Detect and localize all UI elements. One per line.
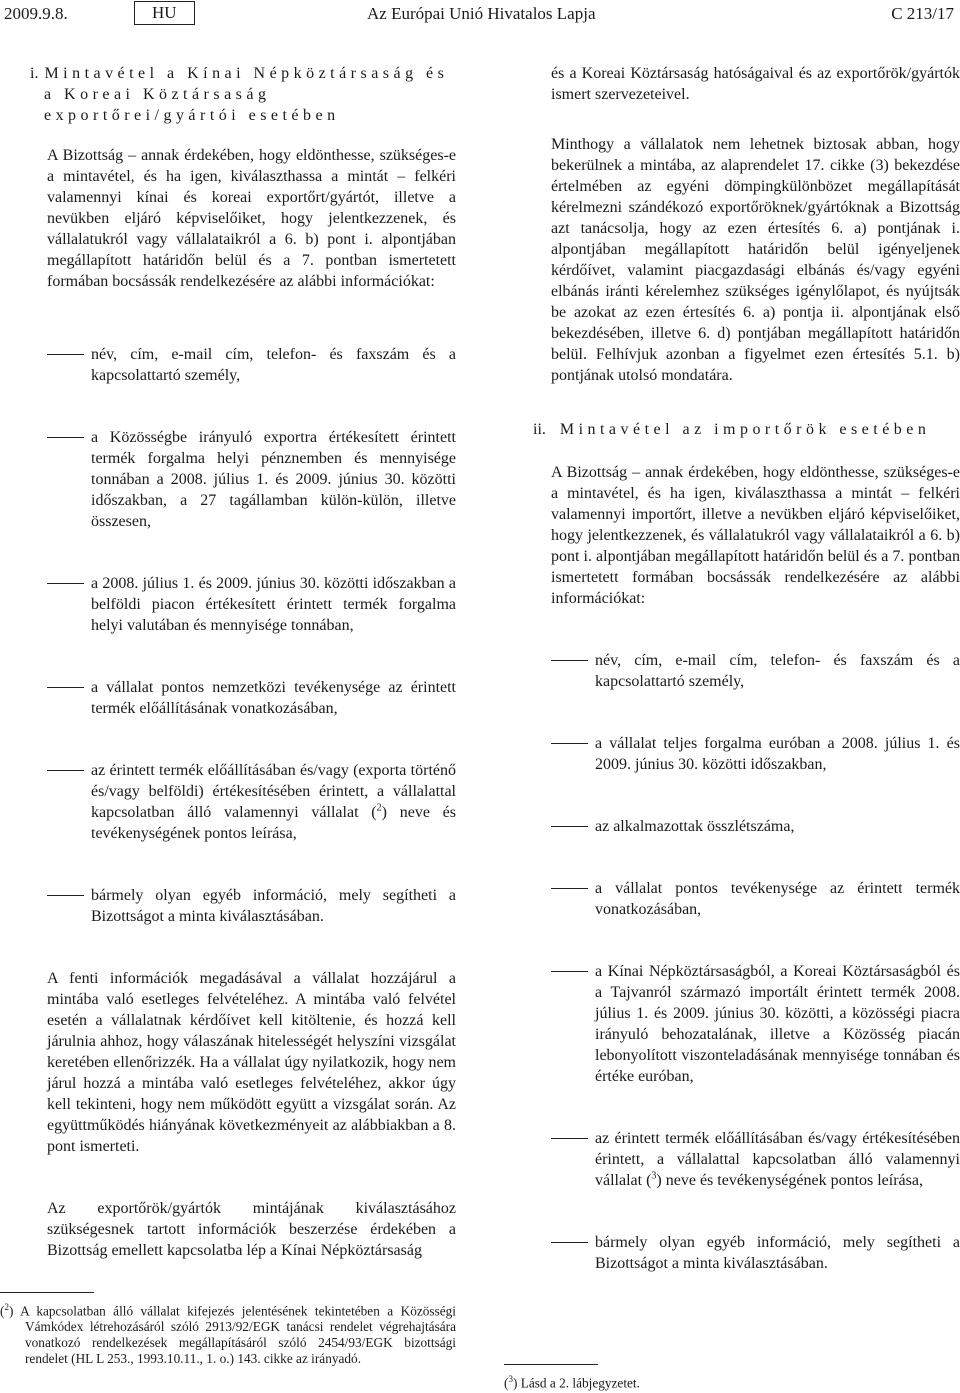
- dash-marker: [47, 354, 84, 355]
- footnote-rule: [504, 1364, 598, 1365]
- footnote-ref: 2: [376, 802, 382, 814]
- section-number: i.: [30, 65, 39, 82]
- journal-title: Az Európai Unió Hivatalos Lapja: [367, 4, 596, 23]
- dash-marker: [551, 1242, 588, 1243]
- footnote-number: 3: [508, 1374, 513, 1384]
- footnote: ($^3$) Lásd a 2. lábjegyzetet.: [504, 1374, 640, 1391]
- footnote: ($^2$) A kapcsolatban álló vállalat kifejezés jelentésének tekintetében a Közösségi Vámkódex létrehozásáról szóló 2913/92/EGK tanácsi rendelet végrehajtására vonatkozó rendelkezések megállapításáról szóló 2454/93/EGK bizottsági rendelet (HL L 253., 1993.10.11., 1. o.) 143. cikke az irányadó.: [0, 1302, 456, 1367]
- list-item: név, cím, e-mail cím, telefon- és faxszám és a kapcsolattartó személy,: [47, 344, 456, 386]
- dash-marker: [551, 660, 588, 661]
- publication-date: 2009.9.8.: [4, 4, 68, 23]
- dash-marker: [47, 687, 84, 688]
- footnote-number: 2: [4, 1302, 9, 1312]
- dash-marker: [47, 437, 84, 438]
- list-item: név, cím, e-mail cím, telefon- és faxszám és a kapcsolattartó személy,: [551, 650, 960, 692]
- list-item: bármely olyan egyéb információ, mely segítheti a Bizottságot a minta kiválasztásában.: [47, 885, 456, 927]
- list-item: bármely olyan egyéb információ, mely segítheti a Bizottságot a minta kiválasztásában.: [551, 1232, 960, 1274]
- language-badge: HU: [134, 1, 195, 25]
- page-header: [0, 3, 960, 27]
- right-footnotes: [504, 1364, 960, 1391]
- section-title: Mintavétel az importőrök esetében: [559, 421, 931, 438]
- list-item: a vállalat pontos nemzetközi tevékenysége az érintett termék előállításának vonatkozásában,: [47, 677, 456, 719]
- list-item: az érintett termék előállításában és/vagy értékesítésében érintett, a vállalattal kapcsolatban álló valamennyi vállalat ($^3$) neve és tevékenységének pontos leírása,: [551, 1128, 960, 1191]
- info-list: [0, 344, 456, 927]
- right-column: [504, 63, 960, 1274]
- list-item: a Kínai Népköztársaságból, a Koreai Köztársaságból és a Tajvanról származó importált érintett termék 2008. július 1. és 2009. június 30. közötti, a közösségi piacra irányuló behozatalának, illetve a Közösség piacán lebonyolított viszonteladásának mennyisége tonnában és értéke euróban,: [551, 961, 960, 1087]
- list-item: a vállalat teljes forgalma euróban a 2008. július 1. és 2009. június 30. közötti időszakban,: [551, 733, 960, 775]
- consent-paragraph: A fenti információk megadásával a vállalat hozzájárul a mintába való esetleges felvételéhez. A mintába való felvétel esetén a vállalatnak kérdőívet kell kitöltenie, és hozzá kell járulnia ahhoz, hogy válaszának hitelességét helyszíni vizsgálat keretében ellenőrizzék. Ha a vállalat úgy nyilatkozik, hogy nem járul hozzá a mintába való esetleges felvételéhez, akkor úgy kell tekinteni, hogy nem működött együtt a vizsgálat során. Az együttműködés hiányának következményeit az alábbiakban a 8. pont ismerteti.: [47, 970, 456, 1155]
- page-number: C 213/17: [891, 4, 954, 23]
- section-number: ii.: [533, 421, 546, 438]
- info-list: [504, 650, 960, 1274]
- list-item: az érintett termék előállításában és/vagy (exporta történő és/vagy belföldi) értékesítésében érintett, a vállalattal kapcsolatban álló valamennyi vállalat ($^2$) neve és tevékenységének pontos leírása,: [47, 760, 456, 844]
- dash-marker: [47, 895, 84, 896]
- dash-marker: [551, 888, 588, 889]
- dash-marker: [551, 971, 588, 972]
- section-heading-i: [30, 63, 456, 126]
- authorities-paragraph: és a Koreai Köztársaság hatóságaival és az exportőrök/gyártók ismert szervezeteivel.: [551, 65, 960, 103]
- section-title: Mintavétel a Kínai Népköztársaság és a Koreai Köztársaság exportőrei/gyártói esetében: [44, 65, 449, 124]
- dash-marker: [47, 770, 84, 771]
- dash-marker: [551, 743, 588, 744]
- footnote-ref: 3: [651, 1170, 657, 1182]
- contact-paragraph: Az exportőrök/gyártók mintájának kiválasztásához szükségesnek tartott információk beszerzése érdekében a Bizottság emellett kapcsolatba lép a Kínai Népköztársaság: [47, 1200, 456, 1259]
- left-column: [0, 63, 456, 1261]
- list-item: az alkalmazottak összlétszáma,: [551, 816, 960, 837]
- dash-marker: [47, 583, 84, 584]
- left-footnotes: [0, 1292, 456, 1367]
- list-item: a Közösségbe irányuló exportra értékesített érintett termék forgalma helyi pénznemben és mennyisége tonnában a 2008. július 1. és 2009. június 30. közötti időszakban, a 27 tagállamban külön-külön, illetve összesen,: [47, 427, 456, 532]
- intro-paragraph: A Bizottság – annak érdekében, hogy eldönthesse, szükséges-e a mintavétel, és ha igen, kiválaszthassa a mintát – felkéri valamennyi importőrt, illetve a nevükben eljáró képviselőiket, hogy jelentkezzenek, és vállalatukról vagy vállalataikról a 6. b) pont i. alpontjában megállapított határidőn belül és a 7. pontban ismertetett formában bocsássák rendelkezésére az alábbi információkat:: [551, 464, 960, 607]
- intro-paragraph: A Bizottság – annak érdekében, hogy eldönthesse, szükséges-e a mintavétel, és ha igen, kiválaszthassa a mintát – felkéri valamennyi kínai és koreai exportőrt/gyártót, illetve a nevükben eljáró képviselőiket, hogy jelentkezzenek, és vállalatukról vagy vállalataikról a 6. b) pont i. alpontjában megállapított határidőn belül és a 7. pontban ismertetett formában bocsássák rendelkezésére az alábbi információkat:: [47, 147, 456, 290]
- list-item: a vállalat pontos tevékenysége az érintett termék vonatkozásában,: [551, 878, 960, 920]
- advice-paragraph: Minthogy a vállalatok nem lehetnek biztosak abban, hogy bekerülnek a mintába, az alaprendelet 17. cikke (3) bekezdése értelmében az egyéni dömpingkülönbözet megállapítását kérelmezni szándékozó exportőröknek/gyártóknak a Bizottság azt tanácsolja, hogy az ezen értesítés 6. a) pontjának i. alpontjában megállapított határidőn belül igényeljenek kérdőívet, valamint piacgazdasági elbánás és/vagy egyéni elbánás iránti kérelemhez szükséges igénylőlapot, és nyújtsák be azokat az ezen értesítés 6. a) pontja ii. alpontjának első bekezdésében, illetve 6. d) pontjában megállapított határidőn belül. Felhívjuk azonban a figyelmet ezen értesítés 5.1. b) pontjának utolsó mondatára.: [551, 136, 960, 384]
- section-heading-ii: [504, 419, 960, 440]
- footnote-rule: [0, 1292, 94, 1293]
- list-item: a 2008. július 1. és 2009. június 30. közötti időszakban a belföldi piacon értékesített érintett termék forgalma helyi valutában és mennyisége tonnában,: [47, 573, 456, 636]
- dash-marker: [551, 1138, 588, 1139]
- dash-marker: [551, 826, 588, 827]
